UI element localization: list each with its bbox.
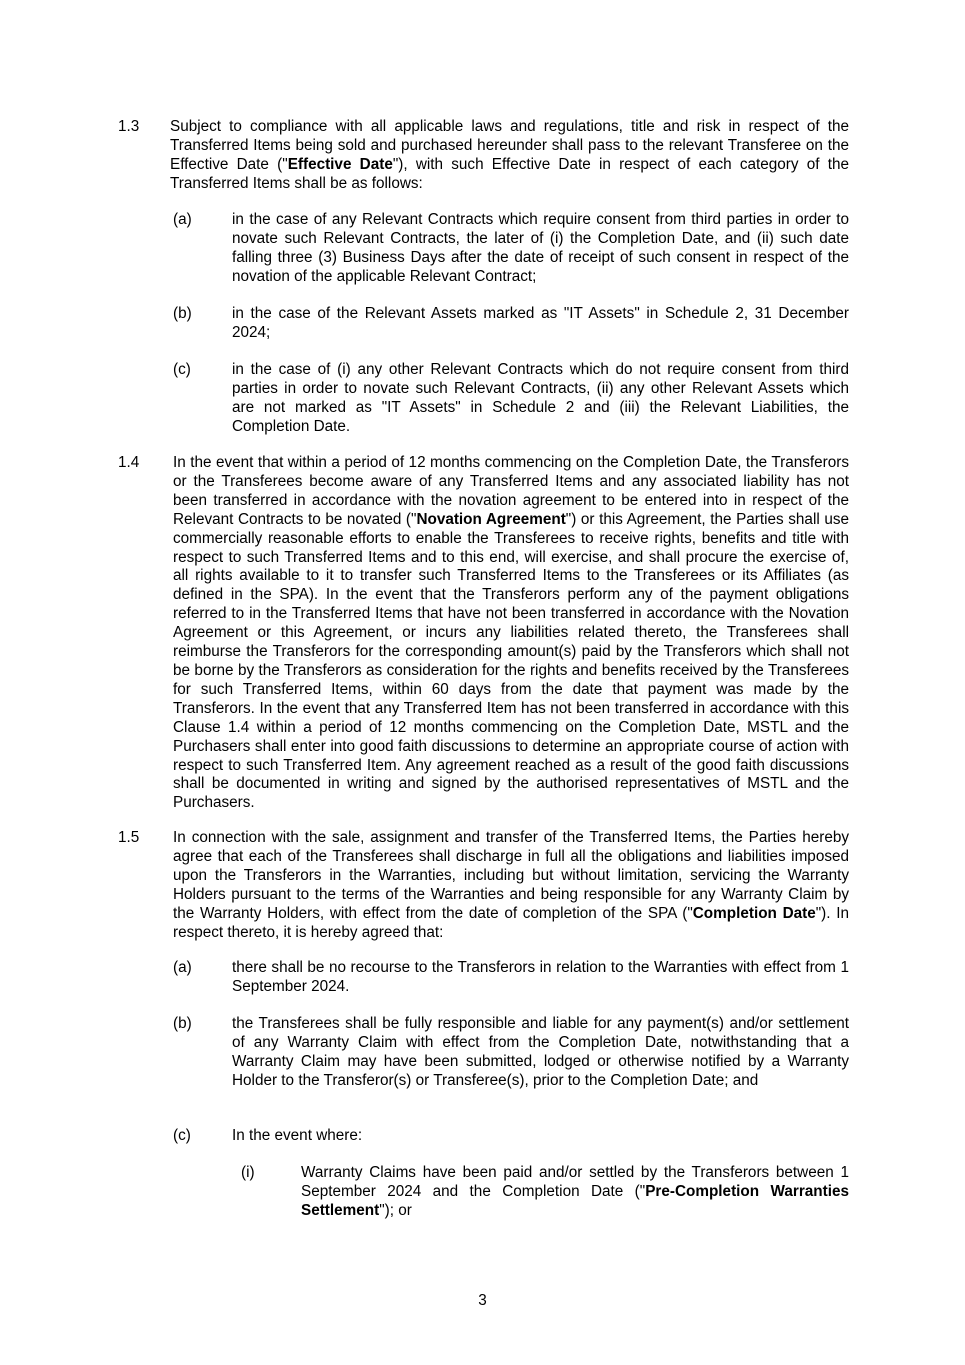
sub-label: (b): [173, 305, 192, 322]
clause-number: 1.5: [118, 829, 140, 846]
sub-text: in the case of any Relevant Contracts which require consent from third parties in order to novate such Relevant Contracts, the later of (i) the Completion Date, and (ii) such date falling three (3) Business Days after the date of receipt of such consent in respect of the novation of the applicable Relevant Contract;: [232, 211, 849, 285]
clause-text: Subject to compliance with all applicable laws and regulations, title and risk in respect of the Transferred Items being sold and purchased hereunder shall pass to the relevant Transferee on the Effective Date ("Effective Date"), with such Effective Date in respect of each category of the Transferred Items shall be as follows:: [170, 118, 849, 192]
clause-1-4: [118, 454, 849, 813]
sub-label: (b): [173, 1015, 192, 1032]
defined-term: Effective Date: [287, 155, 393, 173]
clause-1-3-c: [173, 361, 849, 437]
defined-term: Pre-Completion Warranties Settlement: [301, 1182, 849, 1219]
sub-text: in the case of (i) any other Relevant Contracts which do not require consent from third parties in order to novate such Relevant Contracts, (ii) any other Relevant Assets which are not marked as "IT Assets" in Schedule 2 and (iii) the Relevant Liabilities, the Completion Date.: [232, 361, 849, 435]
defined-term: Novation Agreement: [416, 510, 566, 528]
clause-text: In connection with the sale, assignment and transfer of the Transferred Items, the Parties hereby agree that each of the Transferees shall discharge in full all the obligations and liabilities imposed upon the Transferors in the Warranties, including but without limitation, servicing the Warranty Holders pursuant to the terms of the Warranties and being responsible for any Warranty Claim by the Warranty Holders, with effect from the date of completion of the SPA ("Completion Date"). In respect thereto, it is hereby agreed that:: [173, 829, 849, 941]
sub-text: In the event where:: [232, 1127, 363, 1144]
clause-1-3: [118, 118, 849, 194]
clause-1-5: [118, 829, 849, 942]
clause-1-5-a: [173, 959, 849, 997]
sub-text: the Transferees shall be fully responsible and liable for any payment(s) and/or settlement of any Warranty Claim with effect from the Completion Date, notwithstanding that a Warranty Claim may have been submitted, lodged or otherwise notified by a Warranty Holder to the Transferor(s) or Transferee(s), prior to the Completion Date; and: [232, 1015, 849, 1089]
sub-label: (c): [173, 361, 191, 378]
sub-label: (c): [173, 1127, 191, 1144]
subsub-label: (i): [241, 1164, 255, 1181]
clause-1-5-c-i: [241, 1164, 849, 1221]
sub-text: in the case of the Relevant Assets marked as "IT Assets" in Schedule 2, 31 December 2024;: [232, 305, 849, 341]
clause-1-3-b: [173, 305, 849, 343]
page-number: 3: [478, 1292, 487, 1309]
clause-number: 1.3: [118, 118, 140, 135]
sub-text: there shall be no recourse to the Transferors in relation to the Warranties with effect from 1 September 2024.: [232, 959, 849, 995]
defined-term: Completion Date: [692, 904, 816, 922]
clause-text: In the event that within a period of 12 months commencing on the Completion Date, the Transferors or the Transferees become aware of any Transferred Items and any associated liability has not been transferred in accordance with the novation agreement to be entered into in respect of the Relevant Contracts to be novated ("Novation Agreement") or this Agreement, the Parties shall use commercially reasonable efforts to enable the Transferees to receive rights, benefits and title with respect to such Transferred Items and to this end, will exercise, and shall procure the exercise of, all rights available to it to transfer such Transferred Items to the Transferees or its Affiliates (as defined in the SPA). In the event that the Transferors perform any of the payment obligations referred to in the Transferred Items that have not been transferred in accordance with the Novation Agreement or this Agreement, or incurs any liabilities related thereto, the Transferees shall reimburse the Transferors for the corresponding amount(s) paid by the Transferors which shall not be borne by the Transferors as consideration for the rights and benefits received by the Transferees for such Transferred Items, within 60 days from the date that payment was made by the Transferors. In the event that any Transferred Item has not been transferred in accordance with this Clause 1.4 within a period of 12 months commencing on the Completion Date, MSTL and the Purchasers shall enter into good faith discussions to determine an appropriate course of action with respect to such Transferred Item. Any agreement reached as a result of the good faith discussions shall be documented in writing and signed by the authorised representatives of MSTL and the Purchasers.: [173, 454, 849, 812]
subsub-text: Warranty Claims have been paid and/or settled by the Transferors between 1 September 2024 and the Completion Date ("Pre-Completion Warranties Settlement"); or: [301, 1164, 849, 1219]
sub-label: (a): [173, 959, 192, 976]
sub-label: (a): [173, 211, 192, 228]
clause-1-5-c: [173, 1127, 849, 1146]
clause-1-5-b: [173, 1015, 849, 1091]
clause-1-3-a: [173, 211, 849, 287]
clause-number: 1.4: [118, 454, 140, 471]
